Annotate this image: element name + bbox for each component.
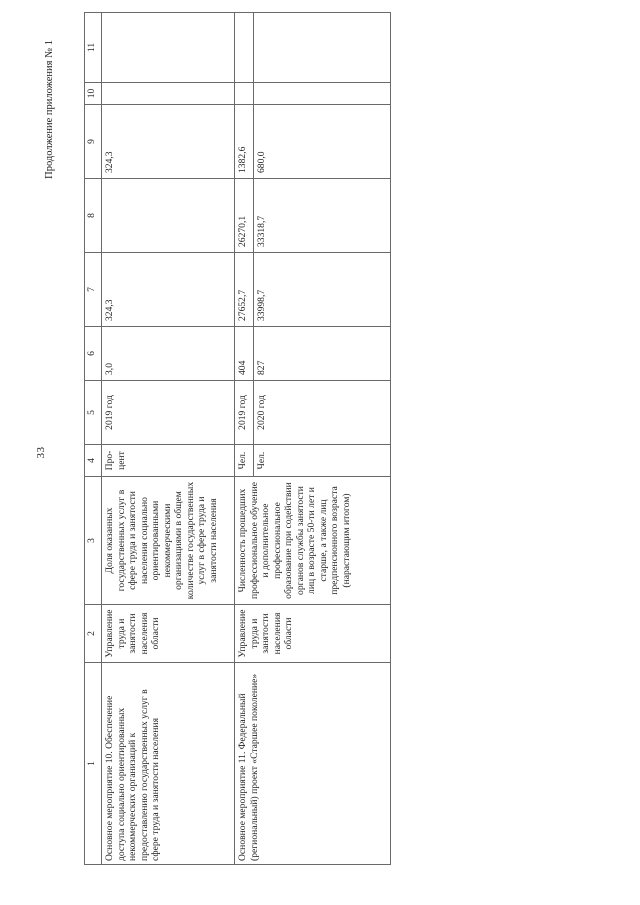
amount-cell: [235, 83, 254, 105]
header-cell: 10: [85, 83, 102, 105]
executor-cell: Управление труда и занятости населения области: [102, 605, 235, 663]
header-cell: 7: [85, 253, 102, 327]
year-cell: 2020 год: [254, 381, 391, 445]
unit-cell: Чел.: [254, 445, 391, 477]
header-cell: 2: [85, 605, 102, 663]
page-number: 33: [35, 446, 47, 459]
header-cell: 6: [85, 327, 102, 381]
header-cell: 8: [85, 179, 102, 253]
header-cell: 11: [85, 13, 102, 83]
value-cell: 827: [254, 327, 391, 381]
program-table: [84, 12, 391, 865]
indicator-cell: Доля оказанных государственных услуг в сфере труда и занятости населения социально ориентированными некоммерческими организациями в общем количестве государственных услуг в сфере труда и занятости населения: [102, 477, 235, 605]
measure-cell: Основное мероприятие 11. Федеральный (региональный) проект «Старшее поколение»: [235, 663, 391, 865]
amount-cell: 680,0: [254, 105, 391, 179]
executor-cell: Управление труда и занятости населения области: [235, 605, 391, 663]
unit-cell: Чел.: [235, 445, 254, 477]
continuation-note: Продолжение приложения № 1: [44, 40, 55, 179]
table-row: [102, 13, 235, 865]
amount-cell: 26270,1: [235, 179, 254, 253]
year-cell: 2019 год: [102, 381, 235, 445]
amount-cell: [235, 13, 254, 83]
amount-cell: 33998,7: [254, 253, 391, 327]
header-cell: 4: [85, 445, 102, 477]
header-cell: 3: [85, 477, 102, 605]
table-row: [235, 13, 254, 865]
amount-cell: [102, 13, 235, 83]
amount-cell: 33318,7: [254, 179, 391, 253]
year-cell: 2019 год: [235, 381, 254, 445]
header-cell: 9: [85, 105, 102, 179]
header-cell: 5: [85, 381, 102, 445]
header-cell: 1: [85, 663, 102, 865]
amount-cell: 27652,7: [235, 253, 254, 327]
amount-cell: 1382,6: [235, 105, 254, 179]
amount-cell: [102, 83, 235, 105]
value-cell: 3,0: [102, 327, 235, 381]
measure-cell: Основное мероприятие 10. Обеспечение доступа социально ориентированных некоммерческих организаций к предоставлению государственных услуг в сфере труда и занятости населения: [102, 663, 235, 865]
amount-cell: 324,3: [102, 105, 235, 179]
indicator-cell: Численность прошедших профессиональное обучение и дополнительное профессиональное образование при содействии органов службы занятости лиц в возрасте 50-ти лет и старше, а также лиц предпенсионного возраста (нарастающим итогом): [235, 477, 391, 605]
header-row: [85, 13, 102, 865]
unit-cell: Про-цент: [102, 445, 235, 477]
amount-cell: 324,3: [102, 253, 235, 327]
amount-cell: [102, 179, 235, 253]
amount-cell: [254, 13, 391, 83]
amount-cell: [254, 83, 391, 105]
value-cell: 404: [235, 327, 254, 381]
